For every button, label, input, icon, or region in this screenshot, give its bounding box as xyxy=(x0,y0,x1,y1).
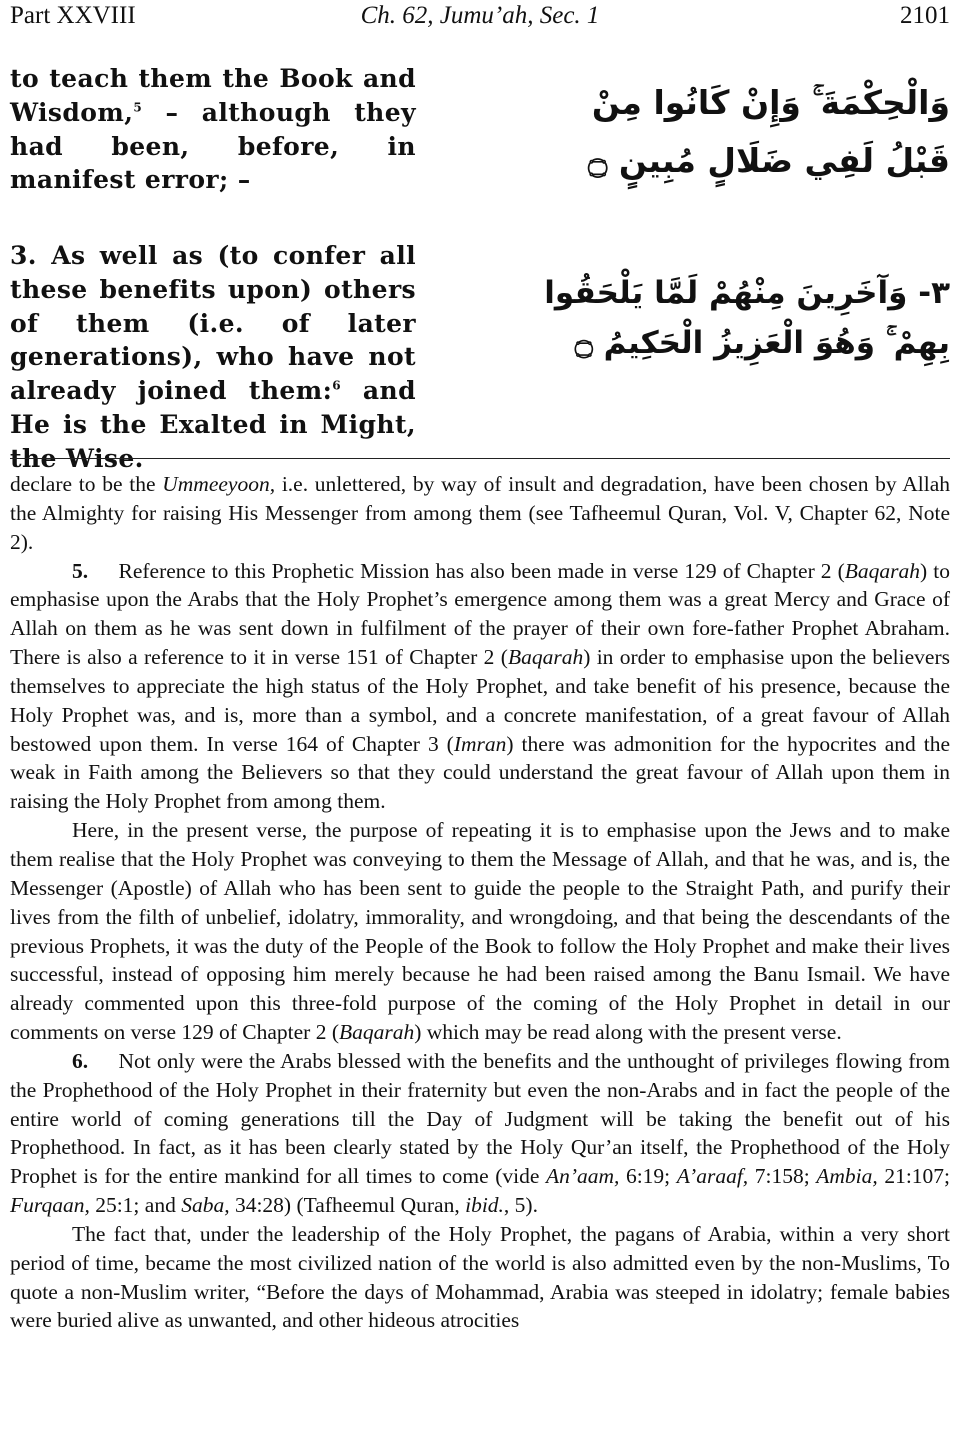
text: 7:158; xyxy=(748,1164,817,1189)
note-5-paragraph-2 xyxy=(10,816,950,1047)
text: Reference to this Prophetic Mission has also been made in verse 129 of Chapter 2 ( xyxy=(118,558,845,583)
page-number: 2101 xyxy=(900,2,950,29)
verse-text: to teach them the Book and Wisdom, xyxy=(10,64,416,127)
text: , 5). xyxy=(503,1193,538,1218)
text: ) to emphasise upon the Arabs that the Holy Prophet’s emergence among them was a great Mercy and Grace of Allah on them as he was sent down in fulfilment of the prayer of their own fore-father Prophet Abraham. There is also a reference to it in verse 151 of Chapter 2 ( xyxy=(10,558,951,670)
footnote-ref: 6 xyxy=(332,378,341,393)
part-label: Part XXVIII xyxy=(10,2,136,29)
italic-term: Saba, xyxy=(181,1193,230,1218)
arabic-verse-2-end: وَالْحِكْمَةَ ۚ وَإِنْ كَانُوا مِنْ قَبْلُ لَفِي ضَلَالٍ مُبِينٍ ۝ xyxy=(587,83,950,180)
commentary-notes xyxy=(10,470,950,1335)
footnote-ref: 5 xyxy=(133,100,143,115)
italic-term: Ummeeyoon, xyxy=(162,472,276,496)
note-6-paragraph-2: The fact that, under the leadership of the Holy Prophet, the pagans of Arabia, within a very short period of time, became the most civilized nation of the world is also admitted even by the non-Muslims, To quote a non-Muslim writer, “Before the days of Mohammad, Arabia was steeped in idolatry; female babies were buried alive as unwanted, and other hideous atrocities xyxy=(10,1221,950,1333)
verse-translation-3 xyxy=(10,239,416,476)
footnote-divider xyxy=(10,458,950,459)
italic-term: A’araaf, xyxy=(676,1164,749,1189)
text: Here, in the present verse, the purpose of repeating it is to emphasise upon the Jews and to make them realise that the Holy Prophet was conveying to them the Message of Allah, and that he was, and is, the Messenger (Apostle) of Allah who has been sent to guide the people to the Straight Path, and purify their lives from the filth of unbelief, idolatry, immorality, and wrongdoing, and that being the descendants of the previous Prophets, it was the duty of the People of the Book to follow the Holy Prophet and make their lives successful, instead of opposing him merely because he had been raised among the Banu Ismail. We have already commented upon this three-fold purpose of the coming of the Holy Prophet in detail in our comments on verse 129 of Chapter 2 ( xyxy=(10,818,950,1045)
text: 25:1; and xyxy=(89,1193,182,1218)
italic-term: Baqarah xyxy=(339,1020,415,1045)
chapter-title: Ch. 62, Jumu’ah, Sec. 1 xyxy=(360,2,600,29)
note-number: 5. xyxy=(72,558,89,583)
text: declare to be the xyxy=(10,472,163,496)
text: 21:107; xyxy=(877,1164,951,1189)
verse-text-rest: and He is the Exalted in Might, the Wise. xyxy=(10,376,416,473)
text: i.e. unlettered, by way of insult and degradation, have been chosen by Allah the Almighty for raising His Messenger from among them (see Tafheemul Quran, Vol. V, Chapter 62, Note 2). xyxy=(10,472,950,554)
italic-term: ibid. xyxy=(465,1193,504,1218)
italic-term: Baqarah xyxy=(844,558,921,583)
note-number: 6. xyxy=(72,1048,89,1073)
arabic-verse-3: ٣- وَآخَرِينَ مِنْهُمْ لَمَّا يَلْحَقُوا بِهِمْ ۚ وَهُوَ الْعَزِيزُ الْحَكِيمُ ۝ xyxy=(544,275,950,361)
note-5 xyxy=(10,557,950,817)
text: ) which may be read along with the present verse. xyxy=(414,1020,842,1045)
note-continuation xyxy=(10,470,950,557)
verse-translation-2-end xyxy=(10,62,416,197)
italic-term: An’aam, xyxy=(545,1164,620,1189)
italic-term: Ambia, xyxy=(816,1164,878,1189)
text: ) in order to emphasise upon the believers themselves to appreciate the high status of the Holy Prophet, and take benefit of his presence, because the Holy Prophet was, and is, more than a symbol, and a concrete manifestation, of a great favour of Allah bestowed upon them. In verse 164 of Chapter 3 ( xyxy=(10,645,950,756)
italic-term: Imran xyxy=(453,731,507,756)
page-header xyxy=(10,2,950,34)
verse-text-rest: – although they had been, before, in manifest error; – xyxy=(10,97,416,195)
italic-term: Furqaan, xyxy=(10,1193,90,1218)
verse-text: 3. As well as (to confer all these benefits upon) others of them (i.e. of later generations), who have not already joined them: xyxy=(10,241,416,406)
text: Not only were the Arabs blessed with the benefits and the unthought of privileges flowing from the Prophethood of the Holy Prophet in their fraternity but even the non-Arabs and in fact the people of the entire world of coming generations till the Day of Judgment will be taking the benefit out of his Prophethood. In fact, as it has been clearly stated by the Holy Qur’an itself, the Prophethood of the Holy Prophet is for the entire mankind for all times to come (vide xyxy=(10,1048,950,1189)
italic-term: Baqarah xyxy=(507,645,584,670)
note-6 xyxy=(10,1047,950,1220)
text: 34:28) (Tafheemul Quran, xyxy=(229,1193,466,1218)
text: ) there was admonition for the hypocrites and the weak in Faith among the Believers so that they could understand the great favour of Allah upon them in raising the Holy Prophet from among them. xyxy=(10,731,950,814)
text: 6:19; xyxy=(619,1164,677,1189)
